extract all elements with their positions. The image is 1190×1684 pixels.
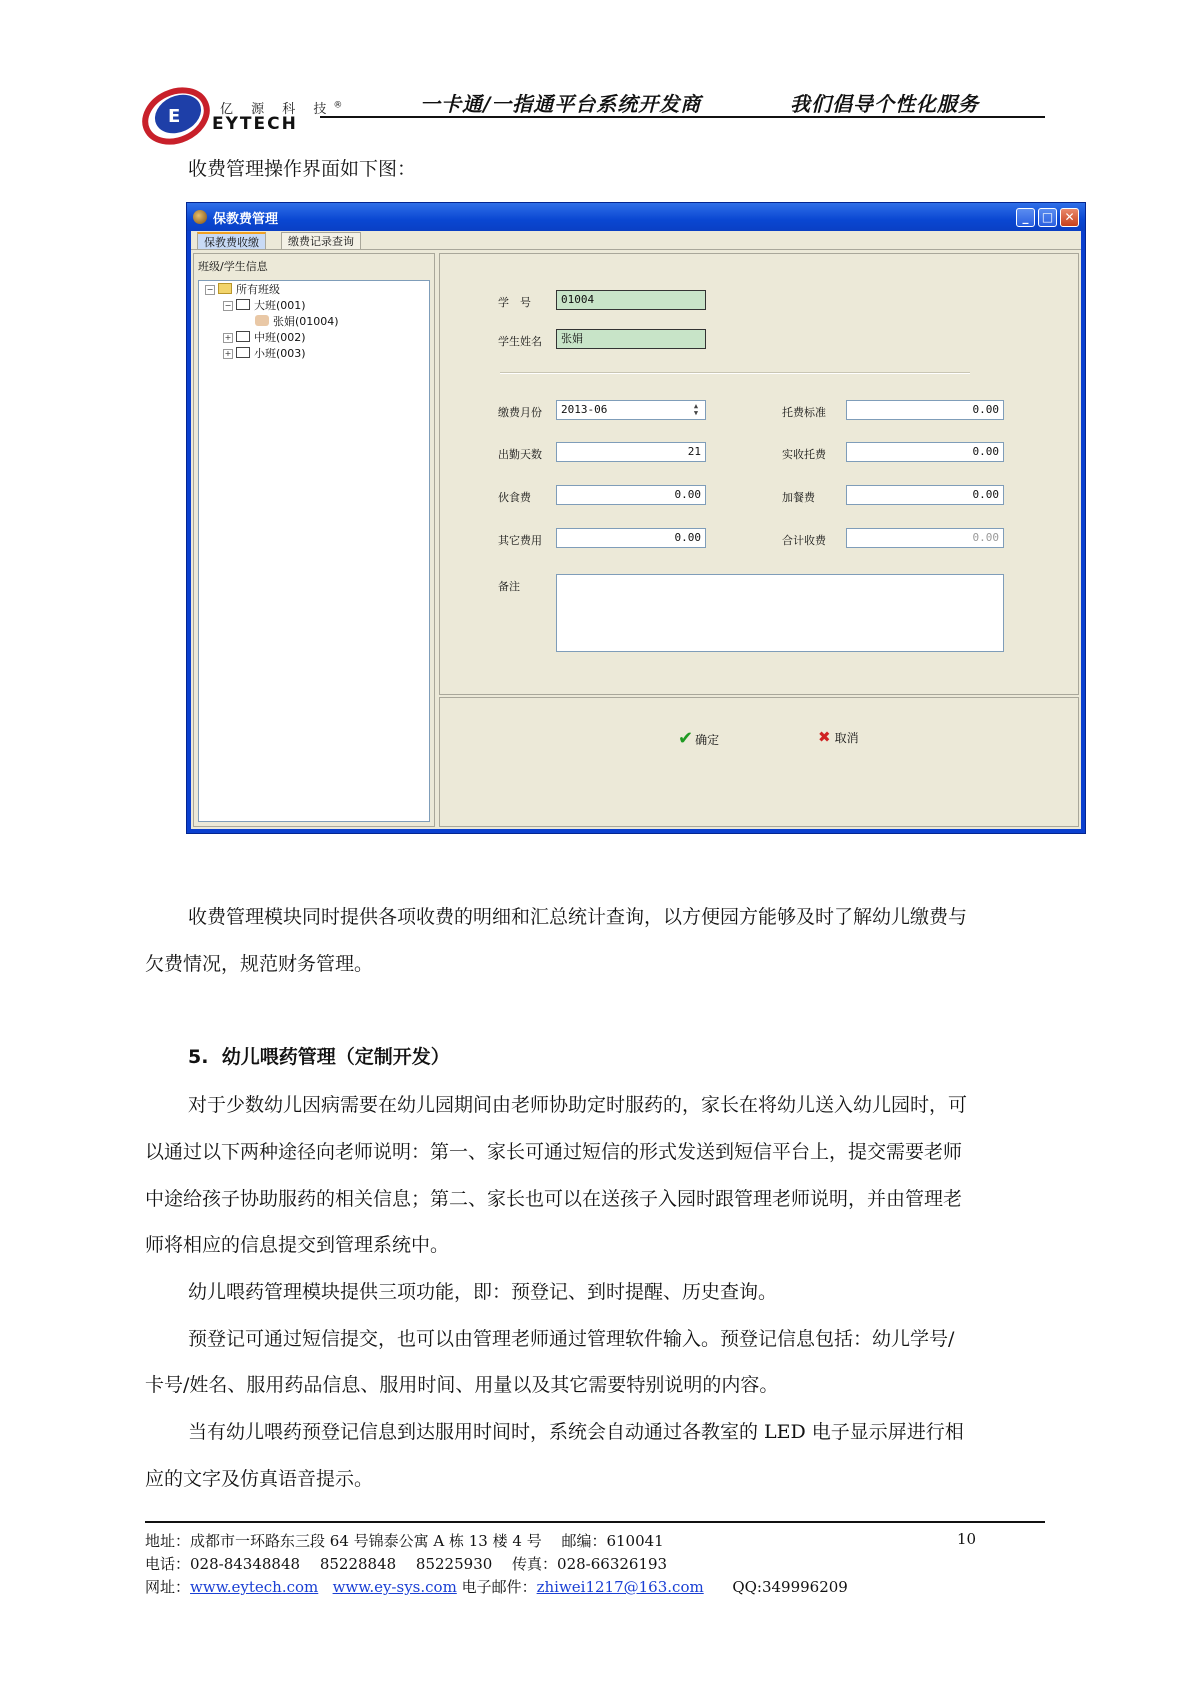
expand-icon[interactable]: +: [224, 349, 232, 358]
para2-line3: 中途给孩子协助服药的相关信息；第二、家长也可以在送孩子入园时跟管理老师说明，并由管理老: [145, 1188, 963, 1210]
tree-node-big-class[interactable]: − 大班(001): [224, 299, 306, 312]
website-link-2[interactable]: www.ey-sys.com: [332, 1578, 457, 1596]
tree-node-mid-class[interactable]: + 中班(002): [224, 331, 306, 344]
cancel-button[interactable]: ✖ 取消: [818, 728, 859, 746]
brand-name-cn: 亿 源 科 技®: [220, 100, 343, 117]
class-tree: [198, 280, 430, 822]
tree-node-all-classes[interactable]: − 所有班级: [206, 283, 280, 296]
meal-fee-field[interactable]: 0.00: [556, 485, 706, 505]
attendance-days-field[interactable]: 21: [556, 442, 706, 462]
tree-node-small-class[interactable]: + 小班(003): [224, 347, 306, 360]
other-fee-label: 其它费用: [498, 534, 542, 547]
folder-icon: [218, 283, 232, 294]
para2-line4: 师将相应的信息提交到管理系统中。: [145, 1234, 450, 1256]
tab-strip: [191, 231, 1081, 250]
footer-phone: 电话：028-84348848 85228848 85225930 传真：028-66326193: [145, 1555, 668, 1573]
other-fee-field[interactable]: 0.00: [556, 528, 706, 548]
class-icon: [236, 347, 250, 358]
para3: 幼儿喂药管理模块提供三项功能，即：预登记、到时提醒、历史查询。: [188, 1281, 778, 1303]
student-no-label: 学 号: [498, 296, 531, 309]
svg-text:E: E: [168, 106, 181, 127]
para1-line2: 欠费情况，规范财务管理。: [145, 953, 374, 975]
section-heading: [188, 1046, 450, 1068]
window-client: [191, 231, 1081, 829]
student-name-label: 学生姓名: [498, 335, 542, 348]
header-rule: [320, 116, 1045, 118]
action-pane: [439, 697, 1079, 827]
meal-fee-label: 伙食费: [498, 491, 531, 504]
confirm-button[interactable]: ✔ 确定: [678, 728, 720, 749]
header-slogan-left: 一卡通/一指通平台系统开发商: [420, 92, 702, 116]
header-slogan-right: 我们倡导个性化服务: [790, 92, 979, 116]
para2-line1: 对于少数幼儿因病需要在幼儿园期间由老师协助定时服药的，家长在将幼儿送入幼儿园时，可: [188, 1094, 968, 1116]
para2-line2: 以通过以下两种途径向老师说明：第一、家长可通过短信的形式发送到短信平台上，提交需要老师: [145, 1141, 963, 1163]
tab-payment-records[interactable]: 缴费记录查询: [281, 232, 361, 249]
para5-line2: 应的文字及仿真语音提示。: [145, 1468, 374, 1490]
footer-qq: QQ:349996209: [732, 1578, 848, 1596]
extra-meal-fee-label: 加餐费: [782, 491, 815, 504]
footer-address: 地址：成都市一环路东三段 64 号锦泰公寓 A 栋 13 楼 4 号 邮编：610041: [145, 1532, 664, 1550]
close-icon[interactable]: ✕: [1060, 208, 1079, 227]
collapse-icon[interactable]: −: [224, 301, 232, 310]
total-fee-field: 0.00: [846, 528, 1004, 548]
para1-line1: 收费管理模块同时提供各项收费的明细和汇总统计查询，以方便园方能够及时了解幼儿缴费与: [188, 906, 968, 928]
collapse-icon[interactable]: −: [206, 285, 214, 294]
total-fee-label: 合计收费: [782, 534, 826, 547]
student-name-field[interactable]: 张娟: [556, 329, 706, 349]
student-no-field[interactable]: 01004: [556, 290, 706, 310]
remarks-textarea[interactable]: [556, 574, 1004, 652]
window-title: 保教费管理: [213, 212, 279, 227]
page-header: [140, 80, 1045, 150]
footer-web: 网址：www.eytech.com www.ey-sys.com 电子邮件：zhiwei1217@163.com QQ:349996209: [145, 1578, 848, 1596]
minimize-icon[interactable]: _: [1016, 208, 1035, 227]
actual-fee-label: 实收托费: [782, 448, 826, 461]
standard-fee-field[interactable]: 0.00: [846, 400, 1004, 420]
tab-fee-collection[interactable]: 保教费收缴: [197, 232, 266, 249]
expand-icon[interactable]: +: [224, 333, 232, 342]
maximize-icon[interactable]: □: [1038, 208, 1057, 227]
fee-form-pane: [439, 253, 1079, 695]
form-separator: [500, 372, 970, 374]
intro-text: 收费管理操作界面如下图：: [188, 158, 417, 180]
class-icon: [236, 331, 250, 342]
check-icon: ✔: [678, 728, 694, 749]
class-icon: [236, 299, 250, 310]
website-link-1[interactable]: www.eytech.com: [190, 1578, 319, 1596]
app-icon: [193, 210, 207, 224]
window-titlebar: [187, 203, 1085, 231]
remarks-label: 备注: [498, 580, 520, 593]
tree-node-student[interactable]: 张娟(01004): [255, 315, 339, 329]
class-student-pane: [193, 253, 435, 827]
pointer-hand-icon: [255, 315, 269, 326]
email-link[interactable]: zhiwei1217@163.com: [536, 1578, 704, 1596]
section-title: 幼儿喂药管理（定制开发）: [221, 1046, 450, 1068]
fee-management-window: [186, 202, 1086, 834]
page-number: 10: [957, 1530, 977, 1548]
actual-fee-field[interactable]: 0.00: [846, 442, 1004, 462]
section-number: 5.: [188, 1046, 209, 1068]
footer-rule: [145, 1521, 1045, 1523]
para4-line1: 预登记可通过短信提交，也可以由管理老师通过管理软件输入。预登记信息包括：幼儿学号/: [188, 1328, 955, 1350]
attendance-days-label: 出勤天数: [498, 448, 542, 461]
tree-header: 班级/学生信息: [198, 260, 268, 273]
brand-name-en: EYTECH: [212, 114, 298, 134]
spinner-icon[interactable]: ▲ ▼: [693, 402, 699, 417]
month-picker[interactable]: 2013-06 ▲ ▼: [556, 400, 706, 420]
standard-fee-label: 托费标准: [782, 406, 826, 419]
extra-meal-fee-field[interactable]: 0.00: [846, 485, 1004, 505]
eytech-logo-icon: [140, 80, 215, 146]
para5-line1: 当有幼儿喂药预登记信息到达服用时间时，系统会自动通过各教室的 LED 电子显示屏进行相: [188, 1421, 964, 1443]
month-label: 缴费月份: [498, 406, 542, 419]
para4-line2: 卡号/姓名、服用药品信息、服用时间、用量以及其它需要特别说明的内容。: [145, 1374, 779, 1396]
cross-icon: ✖: [818, 728, 831, 746]
